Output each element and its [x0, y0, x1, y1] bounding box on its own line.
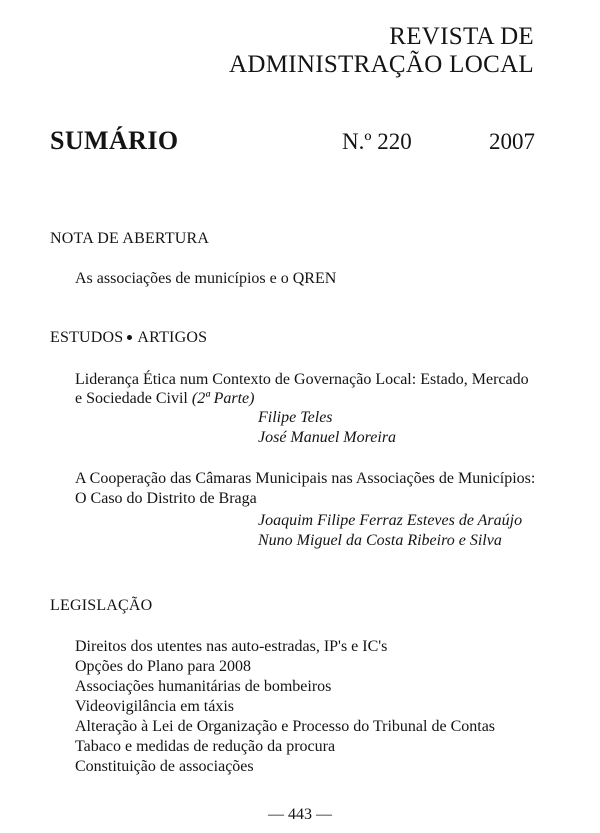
- article2-author-2: Nuno Miguel da Costa Ribeiro e Silva: [258, 532, 502, 549]
- article2-author-1: Joaquim Filipe Ferraz Esteves de Araújo: [258, 512, 523, 529]
- studies-heading-left: ESTUDOS: [50, 329, 124, 346]
- legislation-item: Opções do Plano para 2008: [75, 658, 251, 675]
- article1-author-2: José Manuel Moreira: [258, 429, 397, 446]
- publication-year: 2007: [489, 129, 535, 154]
- legislation-item: Tabaco e medidas de redução da procura: [75, 738, 336, 755]
- article1-title-line1: Liderança Ética num Contexto de Governação Local: Estado, Mercado: [75, 371, 529, 388]
- section-heading-opening: NOTA DE ABERTURA: [50, 230, 210, 247]
- opening-item: As associações de municípios e o QREN: [75, 270, 337, 287]
- article1-author-1: Filipe Teles: [258, 409, 333, 426]
- legislation-item: Videovigilância em táxis: [75, 698, 234, 715]
- article1-part: (2ª Parte): [191, 390, 255, 407]
- section-heading-studies: [50, 329, 207, 347]
- journal-title-line-2: ADMINISTRAÇÃO LOCAL: [228, 51, 534, 78]
- legislation-item: Direitos dos utentes nas auto-estradas, IP's e IC's: [75, 638, 388, 655]
- section-heading-legislation: LEGISLAÇÃO: [50, 597, 153, 614]
- legislation-item: Alteração à Lei de Organização e Processo do Tribunal de Contas: [75, 718, 496, 735]
- legislation-item: Associações humanitárias de bombeiros: [75, 678, 332, 695]
- article1-title-line2: [75, 390, 254, 408]
- article2-title-line1: A Cooperação das Câmaras Municipais nas Associações de Municípios:: [75, 470, 536, 487]
- page-number: — 443 —: [268, 806, 332, 823]
- journal-title-line-1: REVISTA DE: [389, 23, 534, 50]
- bullet-dot-icon: [127, 335, 132, 340]
- issue-number: N.º 220: [342, 129, 412, 154]
- article2-title-line2: O Caso do Distrito de Braga: [75, 490, 257, 507]
- legislation-item: Constituição de associações: [75, 758, 254, 775]
- page-title: SUMÁRIO: [50, 126, 179, 155]
- article1-title-text: e Sociedade Civil: [75, 390, 188, 407]
- studies-heading-right: ARTIGOS: [137, 329, 208, 346]
